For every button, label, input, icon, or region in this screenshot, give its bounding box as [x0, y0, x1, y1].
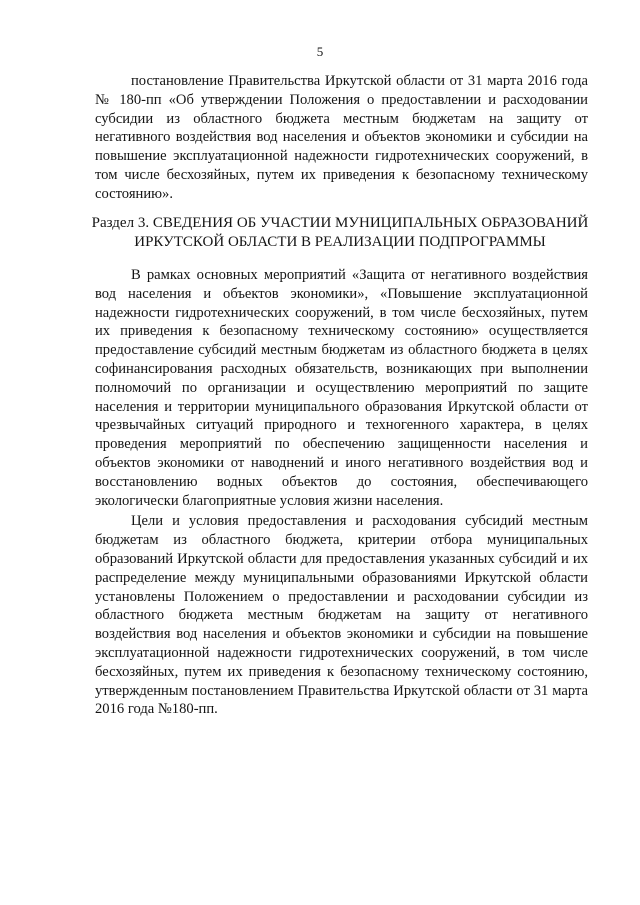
- intro-paragraph-block: [95, 72, 588, 204]
- section-heading: [90, 214, 590, 251]
- page-number: 5: [316, 44, 324, 59]
- body-paragraph: В рамках основных мероприятий «Защита от негативного воздействия вод населения и объектов экономики», «Повышение эксплуатационной надежности гидротехнических сооружений, в том числе бесхозяйных, путем их приведения к безопасному техническому состоянию» осуществляется предоставление субсидий местным бюджетам из областного бюджета в целях софинансирования расходных обязательств, возникающих при выполнении полномочий по организации и осуществлению мероприятий по защите населения и территории муниципального образования Иркутской области от чрезвычайных ситуаций природного и техногенного характера, в целях проведения мероприятий по обеспечению защищенности населения и объектов экономики от наводнений и иного негативного воздействия вод и восстановлению водных объектов до состояния, обеспечивающего экологически благоприятные условия жизни населения.: [95, 267, 588, 509]
- intro-paragraph: постановление Правительства Иркутской области от 31 марта 2016 года № 180-пп «Об утверждении Положения о предоставлении и расходовании субсидии из областного бюджета местным бюджетам на защиту от негативного воздействия вод населения и объектов экономики и субсидии на повышение эксплуатационной надежности гидротехнических сооружений, в том числе бесхозяйных, путем их приведения к безопасному техническому состоянию».: [95, 73, 588, 202]
- section-heading-title: СВЕДЕНИЯ ОБ УЧАСТИИ МУНИЦИПАЛЬНЫХ ОБРАЗОВАНИЙ ИРКУТСКОЙ ОБЛАСТИ В РЕАЛИЗАЦИИ ПОДПРОГРАММЫ: [134, 215, 589, 250]
- section-body: [95, 266, 588, 721]
- body-paragraph: Цели и условия предоставления и расходования субсидий местным бюджетам из областного бюджета, критерии отбора муниципальных образований Иркутской области для предоставления указанных субсидий и их распределение между муниципальными образованиями Иркутской области установлены Положением о предоставлении и расходовании субсидии из областного бюджета местным бюджетам на защиту от негативного воздействия вод населения и объектов экономики и субсидии на повышение эксплуатационной надежности гидротехнических сооружений, в том числе бесхозяйных, путем их приведения к безопасному техническому состоянию, утвержденным постановлением Правительства Иркутской области от 31 марта 2016 года №180-пп.: [95, 513, 588, 718]
- section-heading-prefix: Раздел 3.: [91, 215, 150, 231]
